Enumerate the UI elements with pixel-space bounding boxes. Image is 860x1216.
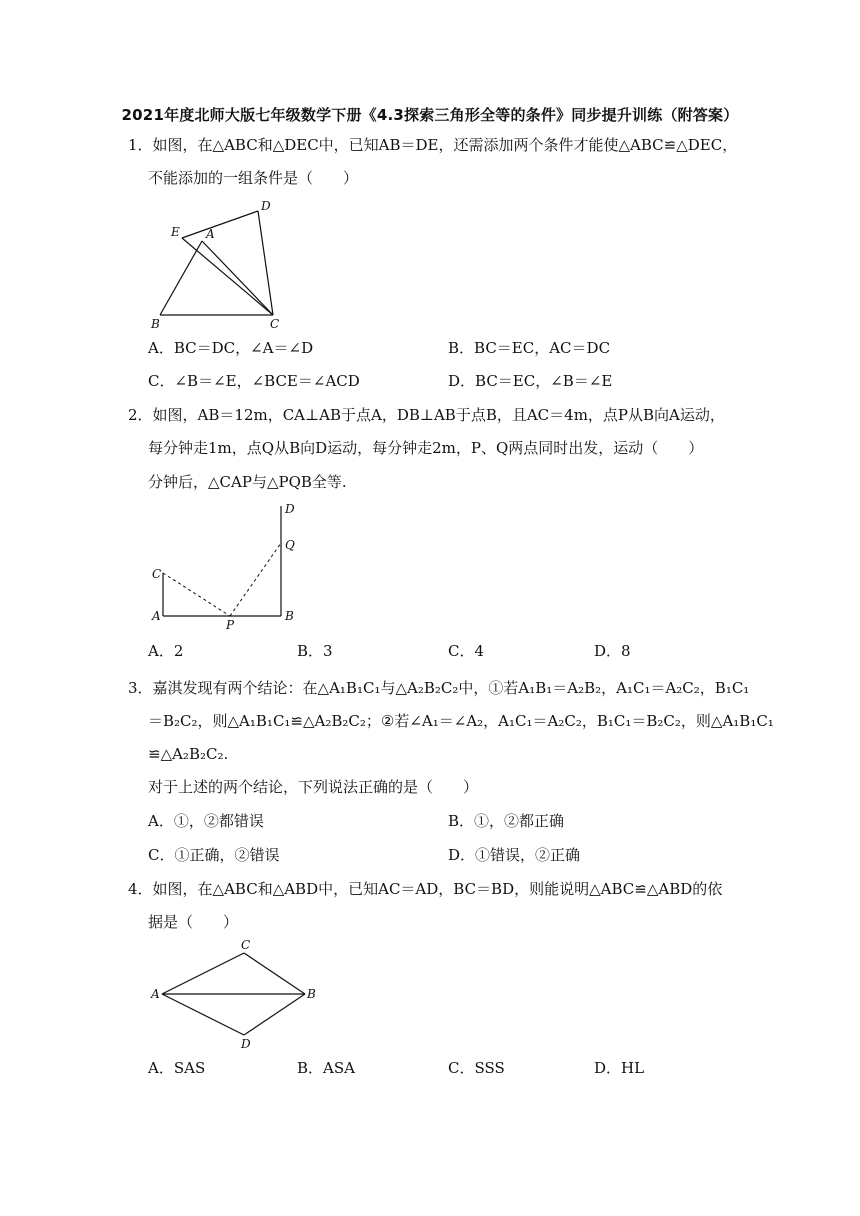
q1-segment-DC — [258, 211, 273, 315]
q1-label-A: A — [206, 227, 215, 241]
q1-segment-BA — [160, 241, 202, 315]
document-title: 2021年度北师大版七年级数学下册《4.3探索三角形全等的条件》同步提升训练（附答案） — [121, 106, 739, 124]
q4-option-a[interactable]: A．SAS — [148, 1059, 206, 1077]
q2-stem-line2: 每分钟走1m，点Q从B向D运动，每分钟走2m，P、Q两点同时出发，运动（ ） — [148, 439, 704, 457]
q4-stem-line1: 4．如图，在△ABC和△ABD中，已知AC＝AD，BC＝BD，则能说明△ABC≌△ABD的依 — [128, 880, 723, 898]
q4-label-C: C — [241, 938, 251, 952]
q4-figure — [140, 936, 330, 1054]
q4-option-c[interactable]: C．SSS — [448, 1059, 505, 1077]
q2-segment-CP — [163, 573, 230, 616]
q2-option-c[interactable]: C．4 — [448, 642, 485, 660]
q2-stem-line3: 分钟后，△CAP与△PQB全等. — [148, 473, 347, 491]
q4-label-B: B — [307, 987, 316, 1001]
q1-label-D: D — [261, 199, 271, 213]
q2-option-a[interactable]: A．2 — [148, 642, 184, 660]
q2-stem-line1: 2．如图，AB＝12m，CA⊥AB于点A，DB⊥AB于点B，且AC＝4m，点P从B向A运动， — [128, 406, 725, 424]
q4-option-d[interactable]: D．HL — [594, 1059, 645, 1077]
q2-option-d[interactable]: D．8 — [594, 642, 631, 660]
q4-segment-CB — [244, 953, 305, 994]
q4-option-b[interactable]: B．ASA — [297, 1059, 355, 1077]
q4-segment-AD — [162, 994, 244, 1035]
q1-option-b[interactable]: B．BC＝EC，AC＝DC — [448, 339, 611, 357]
q2-segment-PQ — [230, 543, 281, 616]
q4-label-A: A — [151, 987, 160, 1001]
q1-label-C: C — [270, 317, 280, 330]
q1-option-d[interactable]: D．BC＝EC，∠B＝∠E — [448, 372, 613, 390]
q3-option-c[interactable]: C．①正确，②错误 — [148, 846, 280, 864]
q2-label-A: A — [152, 609, 161, 623]
q3-stem-line2: ＝B₂C₂，则△A₁B₁C₁≌△A₂B₂C₂；②若∠A₁＝∠A₂，A₁C₁＝A₂C₂，B₁C₁＝B₂C₂，则△A₁B₁C₁ — [148, 712, 774, 730]
q1-option-c[interactable]: C．∠B＝∠E，∠BCE＝∠ACD — [148, 372, 360, 390]
q1-label-B: B — [151, 317, 160, 330]
q2-option-b[interactable]: B．3 — [297, 642, 333, 660]
q2-label-C: C — [152, 567, 162, 581]
q1-stem-line1: 1．如图，在△ABC和△DEC中，已知AB＝DE，还需添加两个条件才能使△ABC≌△DEC， — [128, 136, 738, 154]
q1-label-E: E — [171, 225, 180, 239]
q2-label-D: D — [285, 502, 295, 516]
q3-option-b[interactable]: B．①，②都正确 — [448, 812, 565, 830]
q2-label-B: B — [285, 609, 294, 623]
q3-stem-line4: 对于上述的两个结论，下列说法正确的是（ ） — [148, 778, 479, 796]
q1-segment-EC — [182, 238, 273, 315]
q1-option-a[interactable]: A．BC＝DC，∠A＝∠D — [148, 339, 314, 357]
q1-segment-ED — [182, 211, 258, 238]
q1-segment-AC — [202, 241, 273, 315]
q3-option-d[interactable]: D．①错误，②正确 — [448, 846, 581, 864]
q3-option-a[interactable]: A．①，②都错误 — [148, 812, 264, 830]
q1-stem-line2: 不能添加的一组条件是（ ） — [148, 169, 359, 187]
q4-label-D: D — [241, 1037, 251, 1051]
q2-figure — [140, 500, 310, 632]
q4-segment-DB — [244, 994, 305, 1035]
q4-segment-AC — [162, 953, 244, 994]
q1-figure — [140, 194, 300, 330]
q3-stem-line1: 3．嘉淇发现有两个结论：在△A₁B₁C₁与△A₂B₂C₂中，①若A₁B₁＝A₂B₂，A₁C₁＝A₂C₂，B₁C₁ — [128, 679, 750, 697]
q2-label-Q: Q — [285, 538, 295, 552]
q3-stem-line3: ≌△A₂B₂C₂. — [148, 745, 229, 763]
q4-stem-line2: 据是（ ） — [148, 913, 239, 931]
q2-label-P: P — [226, 618, 235, 632]
